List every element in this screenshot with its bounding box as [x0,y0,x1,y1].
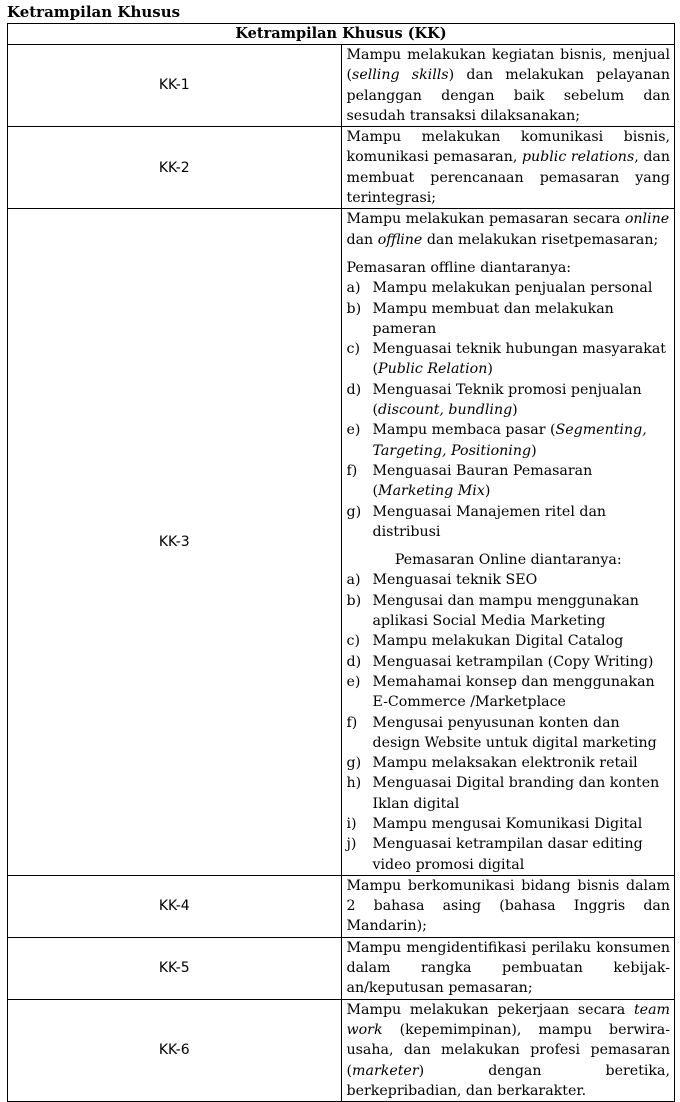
table-row [8,45,675,127]
list-item [346,652,671,672]
list-item [346,631,671,651]
offline-title: Pemasaran offline diantaranya: [346,259,572,276]
list-marker: e) [346,422,361,439]
table-row [8,209,675,876]
list-item [346,299,671,340]
list-item [346,713,671,754]
list-item-text: Memahamai konsep dan menggunakan E-Commerce /Marketplace [372,673,655,711]
list-item [346,339,671,380]
list-item-text: Menguasai Digital branding dan konten Iklan digital [372,775,660,812]
list-item [346,814,671,834]
list-item [346,461,671,502]
list-item-text: Menguasai teknik hubungan masyarakat ( [372,341,666,378]
list-item-text: Mampu melakukan Digital Catalog [372,633,624,650]
row-description [341,209,675,876]
list-item-suffix: ) [484,483,491,500]
list-marker: b) [346,300,362,317]
list-item-text: Mengusai penyusunan konten dan design Website untuk digital marketing [372,714,657,751]
list-item [346,278,671,298]
list-item-text: Menguasai Bauran Pemasaran ( [372,462,593,500]
list-marker: f) [346,462,358,479]
competency-table [7,23,675,1102]
list-marker: c) [346,633,360,650]
list-marker: e) [346,673,361,690]
list-item-emphasis: Public Relation [378,361,488,378]
row-description: Mampu melakukan komunikasi bisnis, komunikasi pemasaran, public relations, dan membuat perencanaan pemasaran yang terintegrasi; [341,127,675,209]
intro-text: Mampu melakukan pemasaran secara online dan offline dan melakukan risetpemasaran; [346,211,670,248]
list-marker: j) [346,836,357,853]
list-marker: d) [346,381,362,398]
table-row [8,999,675,1101]
table-row [8,127,675,209]
table-row [8,875,675,937]
list-item-emphasis: Segmenting, Targeting, Positioning [372,422,647,459]
row-code: KK-4 [8,875,342,937]
row-code: KK-5 [8,937,342,999]
list-item-text: Menguasai ketrampilan (Copy Writing) [372,653,654,670]
list-marker: a) [346,572,361,589]
list-item [346,591,671,632]
online-title: Pemasaran Online diantaranya: [394,552,622,569]
list-item [346,753,671,773]
table-header-row [8,24,675,45]
list-item-suffix: ) [531,442,537,459]
list-marker: g) [346,503,362,520]
list-item [346,380,671,421]
row-code: KK-6 [8,999,342,1101]
list-item-suffix: ) [487,361,493,378]
list-item-text: Menguasai ketrampilan dasar editing video promosi digital [372,836,643,873]
list-marker: g) [346,755,362,772]
list-item [346,570,671,590]
list-marker: b) [346,592,362,609]
list-item [346,773,671,814]
list-item-text: Mampu melakukan penjualan personal [372,280,653,297]
list-marker: i) [346,815,357,832]
offline-list [347,278,671,542]
list-item [346,502,671,543]
list-marker: a) [346,280,361,297]
table-header: Ketrampilan Khusus (KK) [8,24,675,45]
row-description: Mampu melakukan kegiatan bisnis, menjual (selling skills) dan melakukan pelayanan pelanggan dengan baik sebelum dan sesudah transaksi dilaksanakan; [341,45,675,127]
list-item-text: Mampu membaca pasar ( [372,422,556,439]
online-list [347,570,671,874]
row-code: KK-3 [8,209,342,876]
list-item-text: Mampu mengusai Komunikasi Digital [372,815,643,832]
list-item [346,420,671,461]
row-description: Mampu mengidentifikasi perilaku konsumen dalam rangka pembuatan kebijak- an/keputusan pemasaran; [341,937,675,999]
row-code: KK-2 [8,127,342,209]
list-marker: c) [346,341,360,358]
list-marker: d) [346,653,362,670]
list-item-text: Menguasai Manajemen ritel dan distribusi [372,503,607,540]
table-row [8,937,675,999]
row-description: Mampu berkomunikasi bidang bisnis dalam 2 bahasa asing (bahasa Inggris dan Mandarin); [341,875,675,937]
list-item-emphasis: discount, bundling [378,402,513,419]
list-item-text: Menguasai Teknik promosi penjualan ( [372,381,642,419]
list-item-text: Mampu melaksakan elektronik retail [372,755,638,772]
list-item-suffix: ) [512,402,518,419]
list-item-text: Menguasai teknik SEO [372,572,538,589]
section-heading: Ketrampilan Khusus [7,3,181,21]
list-marker: f) [346,714,358,731]
list-item-text: Mengusai dan mampu menggunakan aplikasi Social Media Marketing [372,592,639,630]
list-marker: h) [346,775,362,792]
list-item [346,834,671,875]
row-description: Mampu melakukan pekerjaan secara team work (kepemimpinan), mampu berwira- usaha, dan melakukan profesi pemasaran (marketer) dengan beretika, berkepribadian, dan berkarakter. [341,999,675,1101]
list-item-emphasis: Marketing Mix [378,483,485,500]
list-item [346,672,671,713]
row-code: KK-1 [8,45,342,127]
list-item-text: Mampu membuat dan melakukan pameran [372,300,614,337]
